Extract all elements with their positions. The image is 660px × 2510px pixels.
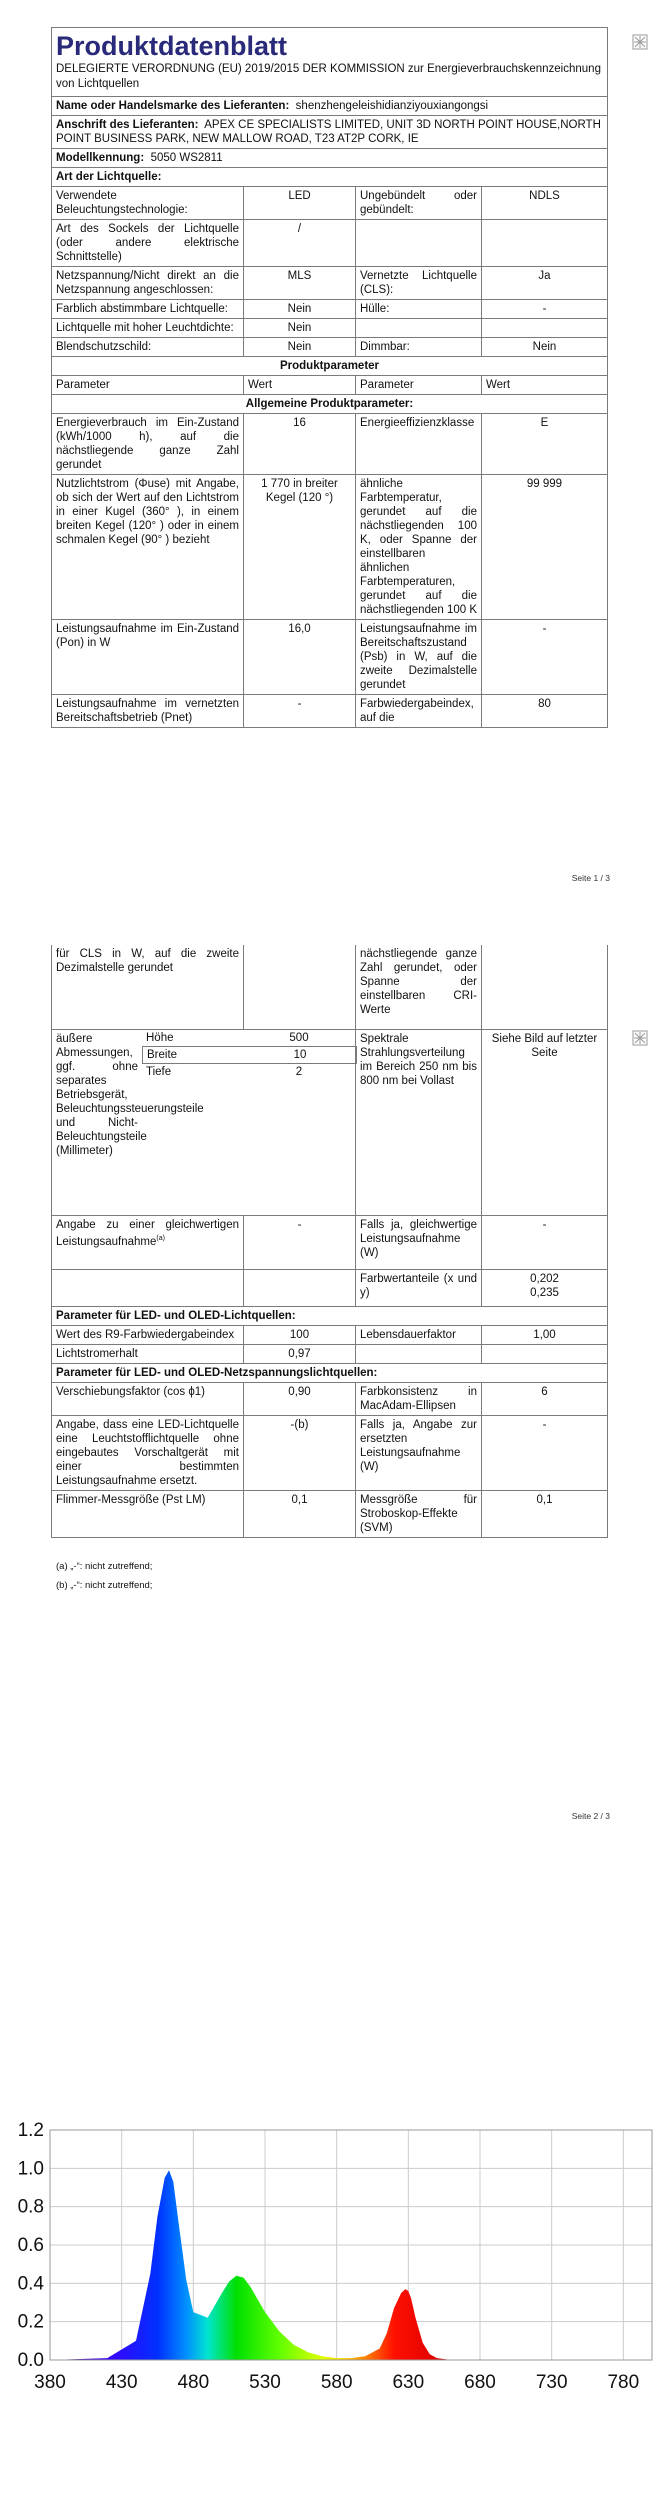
y-tick-label: 0.0 [17,2350,44,2371]
lightsource-value-2: - [481,300,607,318]
lightsource-label-2 [355,319,481,337]
lightsource-label: Lichtquelle mit hoher Leuchtdichte: [56,322,234,334]
spectral-chart [0,2120,660,2410]
params-header-row [52,375,607,394]
x-tick-label: 780 [607,2372,640,2393]
page-number-1: Seite 1 / 3 [571,873,610,883]
page-title: Produktdatenblatt [56,31,288,61]
mains-param-value: 0,90 [243,1383,355,1415]
page-subtitle: DELEGIERTE VERORDNUNG (EU) 2019/2015 DER KOMMISSION zur Energieverbrauchskennzeichnung von Lichtquellen [56,63,601,90]
mains-param-label: Angabe, dass eine LED-Lichtquelle eine Leuchtstofflichtquelle ohne eingebautes Vorschaltgerät mit einer bestimmten Leistungsaufnahme ersetzt. [56,1419,239,1487]
col-param-header: Parameter [56,379,110,391]
y-tick-label: 0.4 [17,2273,44,2295]
mains-heading: Parameter für LED- und OLED-Netzspannungslichtquellen: [56,1367,378,1379]
page-number-2: Seite 2 / 3 [571,1811,610,1821]
dimension-value: 10 [293,1049,307,1061]
lightsource-row [52,318,607,337]
lightsource-label-2: Hülle: [355,300,481,318]
param-row [52,694,607,727]
footnote-b: (b) „-“: nicht zutreffend; [56,1580,153,1591]
param-label-2: Farbwiedergabeindex, auf die [355,695,481,727]
page-1 [0,0,660,900]
x-tick-label: 680 [464,2372,496,2393]
param-label-2: ähnliche Farbtemperatur, gerundet auf die nächstliegenden 100 K, oder Spanne der einstellbaren ähnlichen Farbtemperaturen, gerundet auf die nächstliegenden 100 K [355,475,481,619]
mains-heading-row [52,1363,607,1382]
param-value-2: 99 999 [481,475,607,619]
lightsource-row [52,219,607,266]
dimension-key: Breite [147,1049,178,1061]
mains-param-row [52,1382,607,1415]
supplier-address-value: APEX CE SPECIALISTS LIMITED, UNIT 3D NORTH POINT HOUSE,NORTH POINT BUSINESS PARK, NEW MALLOW ROAD, T23 AT2P CORK, IE [56,119,601,145]
equiv-power-label: Falls ja, gleichwertige Leistungsaufnahme (W) [355,1216,481,1269]
x-tick-label: 530 [249,2372,281,2393]
x-tick-label: 580 [320,2372,353,2393]
param-row [52,619,607,694]
col-value-header-2: Wert [481,376,607,394]
mains-param-label: Verschiebungsfaktor (cos ϕ1) [56,1386,205,1398]
lightsource-value: Nein [243,338,355,356]
mains-param-label-2: Farbkonsistenz in MacAdam-Ellipsen [355,1383,481,1415]
lightsource-value-2 [481,319,607,337]
chromaticity-label: Farbwertanteile (x und y) [355,1270,481,1306]
y-tick-label: 0.6 [17,2235,44,2256]
led-heading-row [52,1306,607,1325]
param-value: 16,0 [243,620,355,694]
lightsource-heading: Art der Lichtquelle: [56,171,162,183]
mains-param-value-2: - [481,1416,607,1490]
dimension-value: 2 [295,1066,303,1078]
lightsource-label: Farblich abstimmbare Lichtquelle: [56,303,228,315]
lightsource-label-2: Vernetzte Lichtquelle (CLS): [355,267,481,299]
x-tick-label: 730 [535,2372,568,2393]
led-param-row [52,1325,607,1344]
model-label: Modellkennung: [56,152,145,164]
general-heading: Allgemeine Produktparameter: [245,398,414,410]
lightsource-row [52,299,607,318]
param-label: Energieverbrauch im Ein-Zustand (kWh/1000 h), auf die nächstliegende ganze Zahl gerundet [56,417,239,471]
y-tick-label: 1.2 [17,2120,44,2141]
col-value-header: Wert [243,376,355,394]
lightsource-label: Verwendete Beleuchtungstechnologie: [56,190,188,216]
lightsource-value-2: Nein [481,338,607,356]
param-value: - [243,695,355,727]
supplier-address-label: Anschrift des Lieferanten: [56,119,199,131]
param-value: 16 [243,414,355,474]
lightsource-label: Art des Sockels der Lichtquelle (oder andere elektrische Schnittstelle) [56,223,239,263]
lightsource-label-2 [355,220,481,266]
model-row [52,148,607,167]
x-tick-label: 630 [392,2372,425,2393]
lightsource-value: Nein [243,300,355,318]
equiv-value: - [243,1216,355,1269]
mains-param-value: 0,1 [243,1491,355,1537]
footnote-a: (a) „-“: nicht zutreffend; [56,1561,153,1572]
dimensions-row [52,1029,607,1215]
lightsource-value: Nein [243,319,355,337]
lightsource-value: LED [243,187,355,219]
dimension-key: Tiefe [146,1066,172,1078]
general-heading-row [52,394,607,413]
chromaticity-row [52,1269,607,1306]
mains-param-label: Flimmer-Messgröße (Pst LM) [56,1494,206,1506]
grid-icon[interactable] [632,1030,648,1046]
mains-param-label-2: Falls ja, Angabe zur ersetzten Leistungsaufnahme (W) [355,1416,481,1490]
datasheet-frame-1 [51,27,608,728]
chromaticity-x: 0,202 [530,1273,559,1285]
dimension-value: 500 [289,1032,309,1044]
spectral-label: Spektrale Strahlungsverteilung im Bereich 250 nm bis 800 nm bei Vollast [355,1030,481,1215]
cls-power-cont: für CLS in W, auf die zweite Dezimalstelle gerundet [56,948,239,974]
mains-param-value-2: 6 [481,1383,607,1415]
led-param-value: 100 [243,1326,355,1344]
mains-param-row [52,1415,607,1490]
param-label-2: Energieeffizienzklasse [355,414,481,474]
dimension-row [142,1046,357,1064]
params-heading-row [52,356,607,375]
lightsource-value-2: Ja [481,267,607,299]
y-tick-label: 0.8 [17,2196,44,2218]
spectral-chart-svg [0,2120,660,2410]
param-value-2: 80 [481,695,607,727]
equiv-row [52,1215,607,1269]
dimension-row [142,1030,357,1046]
chromaticity-y: 0,235 [530,1287,559,1299]
param-row [52,413,607,474]
x-tick-label: 430 [105,2372,138,2393]
y-tick-label: 1.0 [17,2158,44,2180]
lightsource-heading-row [52,167,607,186]
led-param-value: 0,97 [243,1345,355,1363]
page-2 [0,945,660,2245]
param-label-2: Leistungsaufnahme im Bereitschaftszustand (Psb) in W, auf die zweite Dezimalstelle gerundet [355,620,481,694]
y-tick-label: 0.2 [17,2311,44,2333]
x-tick-label: 380 [34,2372,66,2393]
supplier-name-label: Name oder Handelsmarke des Lieferanten: [56,100,290,112]
supplier-name-value: shenzhengeleishidianziyouxiangongsi [295,100,489,112]
x-tick-label: 480 [177,2372,210,2393]
dimensions-label: äußere Abmessungen, ggf. ohne separates Betriebsgerät, Beleuchtungssteuerungsteile und Nicht-Beleuchtungsteile (Millimeter) [56,1033,204,1157]
mains-param-value: -(b) [243,1416,355,1490]
param-label: Nutzlichtstrom (Φuse) mit Angabe, ob sich der Wert auf den Lichtstrom in einer Kugel (360° ), in einem breiten Kegel (120° ) oder in einem schmalen Kegel (90° ) bezieht [56,478,239,546]
datasheet-frame-2 [51,945,608,1538]
param-row [52,474,607,619]
equiv-power-value: - [481,1216,607,1269]
led-param-label: Lichtstromerhalt [56,1348,138,1360]
led-param-label-2: Lebensdauerfaktor [355,1326,481,1344]
led-param-label-2 [355,1345,481,1363]
lightsource-label-2: Dimmbar: [355,338,481,356]
equiv-label: Angabe zu einer gleichwertigen Leistungsaufnahme [56,1219,239,1248]
param-label: Leistungsaufnahme im Ein-Zustand (Pon) in W [56,623,239,649]
led-param-value-2 [481,1345,607,1363]
led-param-label: Wert des R9-Farbwiedergabeindex [56,1329,235,1341]
col-param-header-2: Parameter [355,376,481,394]
cri-continued-row [52,945,607,1029]
mains-param-row [52,1490,607,1537]
lightsource-value-2: NDLS [481,187,607,219]
led-param-row [52,1344,607,1363]
spectral-value: Siehe Bild auf letzter Seite [481,1030,607,1215]
dimension-row [142,1064,357,1080]
param-value-2: E [481,414,607,474]
cri-label-cont: nächstliegende ganze Zahl gerundet, oder Spanne der einstellbaren CRI-Werte [355,945,481,1029]
lightsource-value: MLS [243,267,355,299]
dimension-key: Höhe [146,1032,174,1044]
equiv-footnote-ref: (a) [156,1235,165,1242]
mains-param-value-2: 0,1 [481,1491,607,1537]
led-heading: Parameter für LED- und OLED-Lichtquellen: [56,1310,296,1322]
lightsource-label: Blendschutzschild: [56,341,152,353]
lightsource-value: / [243,220,355,266]
lightsource-row [52,266,607,299]
grid-icon[interactable] [632,34,648,50]
mains-param-label-2: Messgröße für Stroboskop-Effekte (SVM) [355,1491,481,1537]
params-heading: Produktparameter [279,360,380,372]
lightsource-row [52,186,607,219]
lightsource-label: Netzspannung/Nicht direkt an die Netzspannung angeschlossen: [56,270,239,296]
lightsource-label-2: Ungebündelt oder gebündelt: [355,187,481,219]
supplier-name-row [52,96,607,115]
spectrum-area [50,2170,652,2360]
led-param-value-2: 1,00 [481,1326,607,1344]
lightsource-row [52,337,607,356]
lightsource-value-2 [481,220,607,266]
param-value: 1 770 in breiter Kegel (120 °) [243,475,355,619]
supplier-address-row [52,115,607,148]
param-label: Leistungsaufnahme im vernetzten Bereitschaftsbetrieb (Pnet) [56,698,239,724]
param-value-2: - [481,620,607,694]
model-value: 5050 WS2811 [150,152,223,164]
